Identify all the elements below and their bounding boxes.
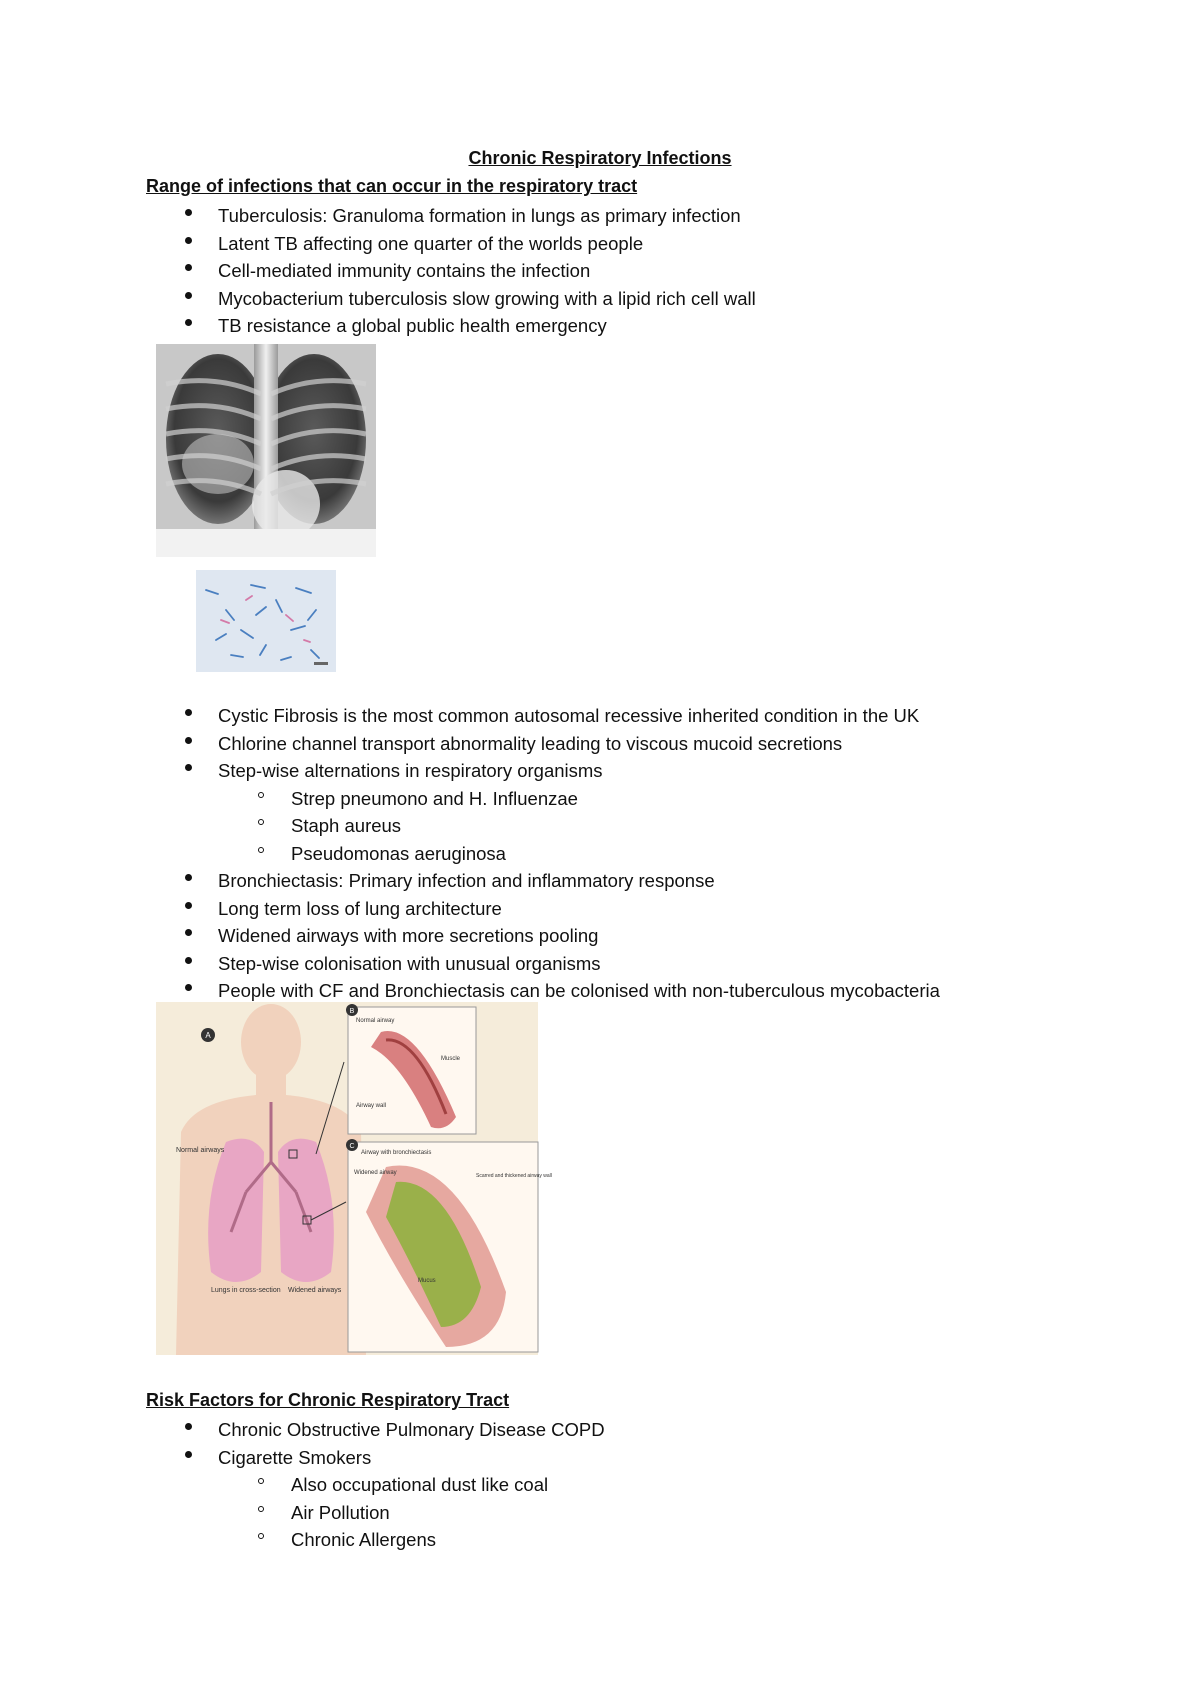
section-heading-risk-factors: Risk Factors for Chronic Respiratory Tract [146, 1390, 510, 1410]
list-item: Step-wise alternations in respiratory organisms [0, 757, 940, 785]
tb-microscopy-image [196, 570, 336, 672]
label-airway-with-bronchiectasis: Airway with bronchiectasis [361, 1150, 432, 1156]
list-item: Staph aureus [0, 812, 940, 840]
list-item: TB resistance a global public health emergency [0, 312, 756, 340]
label-widened-airway: Widened airway [354, 1170, 397, 1176]
list-item: Chlorine channel transport abnormality leading to viscous mucoid secretions [0, 730, 940, 758]
label-scarred-wall: Scarred and thickened airway wall [476, 1173, 552, 1179]
list-item: Pseudomonas aeruginosa [0, 840, 940, 868]
label-normal-airways: Normal airways [176, 1147, 225, 1154]
label-b: B [349, 1008, 355, 1015]
label-lungs-cross-section: Lungs in cross-section [211, 1287, 281, 1294]
list-item: People with CF and Bronchiectasis can be colonised with non-tuberculous mycobacteria [0, 977, 940, 1005]
list-item: Widened airways with more secretions pooling [0, 922, 940, 950]
list-item: Chronic Allergens [0, 1526, 605, 1554]
label-a: A [205, 1031, 211, 1040]
infections-bullet-list [0, 202, 756, 340]
section-heading-infections: Range of infections that can occur in the respiratory tract [146, 176, 638, 196]
label-c: C [349, 1143, 355, 1150]
list-item: Air Pollution [0, 1499, 605, 1527]
label-airway-wall: Airway wall [356, 1103, 387, 1109]
bronchiectasis-diagram [156, 1002, 552, 1355]
label-mucus: Mucus [418, 1278, 436, 1284]
list-item: Mycobacterium tuberculosis slow growing with a lipid rich cell wall [0, 285, 756, 313]
list-item: Long term loss of lung architecture [0, 895, 940, 923]
list-item: Cell-mediated immunity contains the infection [0, 257, 756, 285]
list-item: Cystic Fibrosis is the most common autosomal recessive inherited condition in the UK [0, 702, 940, 730]
list-item: Strep pneumono and H. Influenzae [0, 785, 940, 813]
label-normal-airway: Normal airway [356, 1018, 395, 1024]
label-widened-airways: Widened airways [288, 1287, 342, 1294]
list-item: Also occupational dust like coal [0, 1471, 605, 1499]
list-item: Bronchiectasis: Primary infection and inflammatory response [0, 867, 940, 895]
list-item: Cigarette Smokers [0, 1444, 605, 1472]
label-muscle: Muscle [441, 1056, 461, 1062]
cf-bronchiectasis-list [0, 702, 940, 1005]
list-item: Tuberculosis: Granuloma formation in lungs as primary infection [0, 202, 756, 230]
chest-xray-image [156, 344, 376, 557]
risk-factors-list [0, 1416, 605, 1554]
list-item: Chronic Obstructive Pulmonary Disease COPD [0, 1416, 605, 1444]
list-item: Latent TB affecting one quarter of the worlds people [0, 230, 756, 258]
document-title: Chronic Respiratory Infections [468, 148, 732, 168]
list-item: Step-wise colonisation with unusual organisms [0, 950, 940, 978]
